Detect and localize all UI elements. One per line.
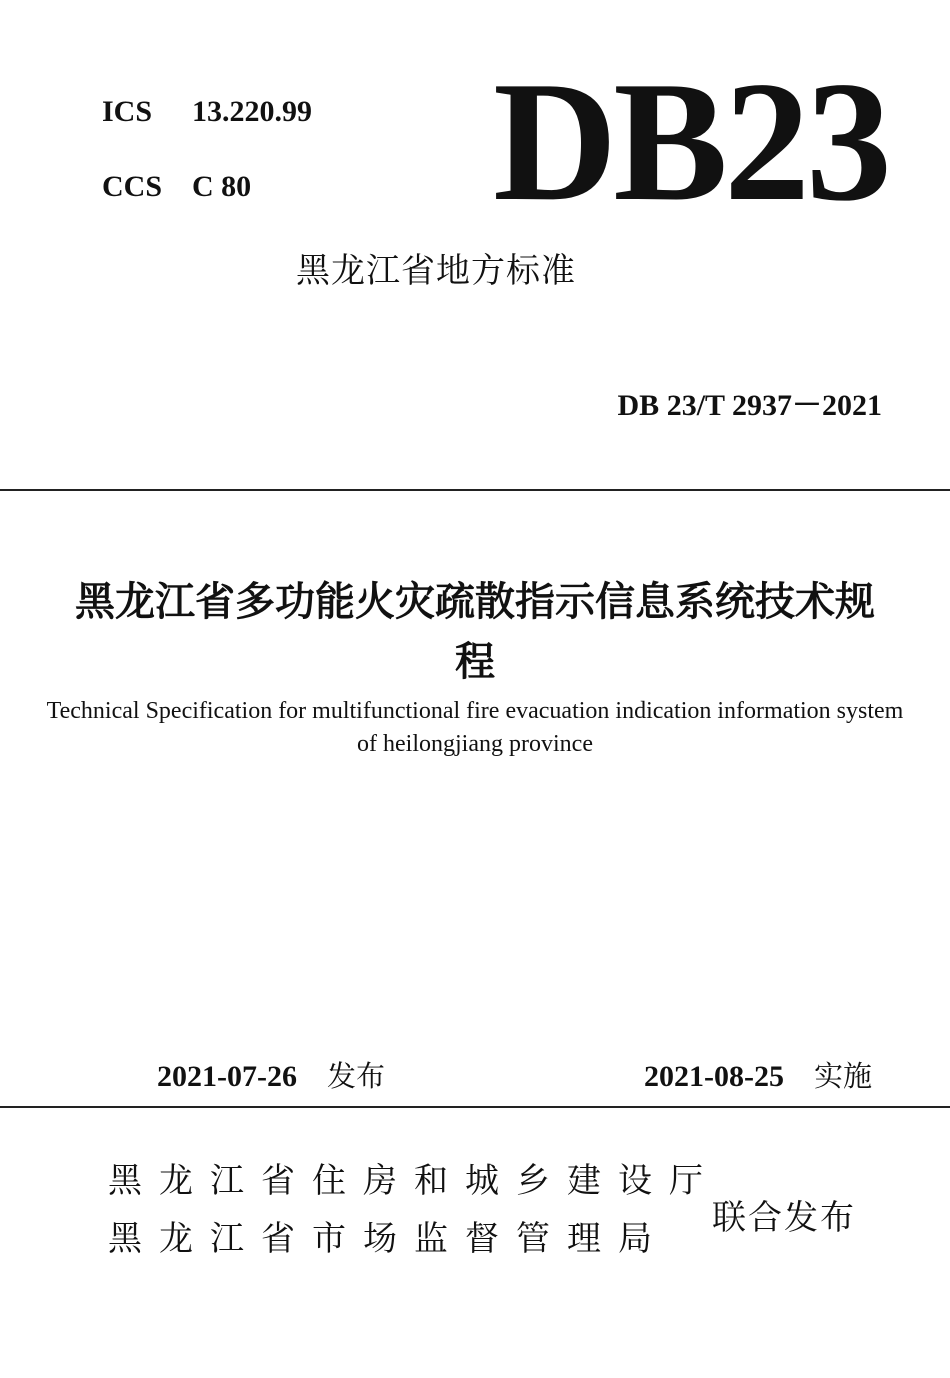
publisher-org-2: 黑龙江省市场监督管理局: [108, 1219, 669, 1259]
issue-info: [157, 1054, 385, 1095]
standard-type: 黑龙江省地方标准: [296, 251, 576, 291]
ics-label: ICS: [102, 95, 153, 128]
ccs-value: C 80: [192, 170, 252, 203]
db23-logo: DB23: [493, 47, 888, 237]
implement-info: [644, 1054, 872, 1095]
ccs-code: [102, 170, 251, 204]
bottom-divider: [0, 1106, 950, 1108]
title-english: Technical Specification for multifunctional fire evacuation indication information system of heilongjiang province: [46, 698, 904, 757]
issue-label: 发布: [326, 1059, 385, 1093]
ics-code: [102, 95, 312, 129]
top-divider: [0, 489, 950, 491]
publisher-org-1: 黑龙江省住房和城乡建设厅: [108, 1161, 720, 1201]
issue-date: 2021-07-26: [157, 1060, 297, 1093]
ics-value: 13.220.99: [192, 95, 312, 128]
implement-date: 2021-08-25: [644, 1060, 784, 1093]
implement-label: 实施: [813, 1059, 872, 1093]
ccs-label: CCS: [102, 170, 163, 203]
joint-publish-label: 联合发布: [712, 1198, 856, 1238]
title-chinese: 黑龙江省多功能火灾疏散指示信息系统技术规程: [75, 579, 875, 685]
standard-number: DB 23/T 2937－2021: [617, 389, 882, 422]
